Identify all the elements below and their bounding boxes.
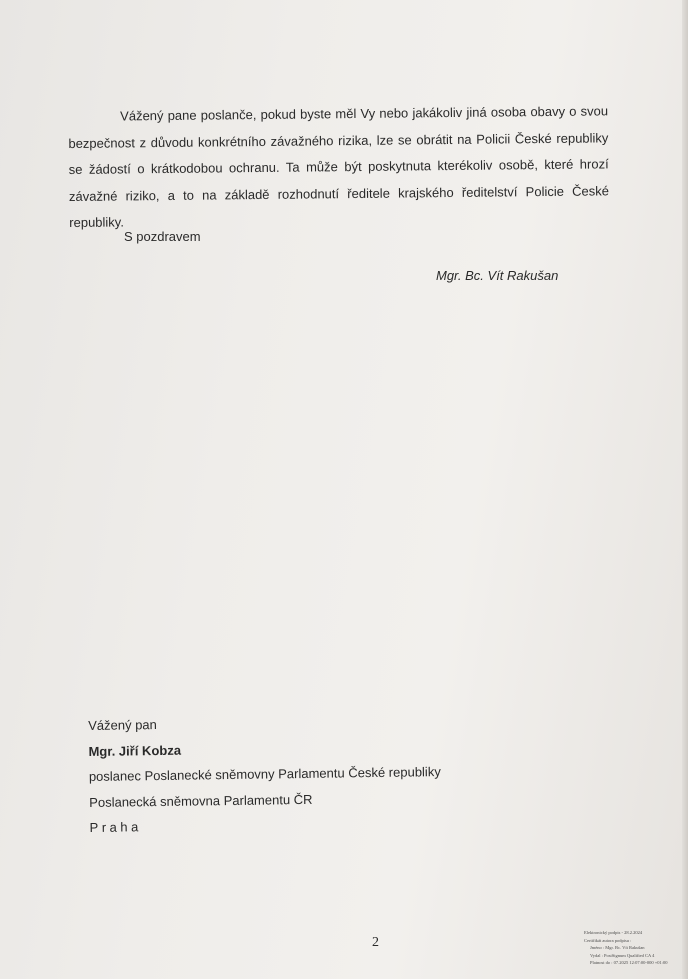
stamp-line-name: Jméno : Mgr. Bc. Vít Rakušan [590, 945, 645, 950]
recipient-address-block [88, 708, 442, 840]
recipient-city: Praha [89, 819, 142, 835]
stamp-line-date: Elektronický podpis - 28.2.2024 [584, 930, 643, 935]
recipient-role: poslanec Poslanecké sněmovny Parlamentu České republiky [88, 764, 441, 784]
recipient-salutation: Vážený pan [88, 717, 157, 733]
electronic-signature-stamp [584, 929, 680, 967]
page-edge [682, 0, 688, 979]
stamp-line-issuer: Vydal : PostSignum Qualified CA 4 [590, 952, 655, 958]
closing-greeting: S pozdravem [124, 229, 201, 244]
recipient-name: Mgr. Jiří Kobza [88, 742, 182, 759]
page-number: 2 [372, 935, 379, 950]
stamp-line-validity: Platnost do : 07.2025 12:07:00-000 +01:00 [590, 960, 668, 965]
letter-body: Vážený pane poslanče, pokud byste měl Vy nebo jakákoliv jiná osoba obavy o svou bezpečnost z důvodu konkrétního závažného rizika, lze se obrátit na Policii České republiky se žádostí o krátkodobou ochranu. Ta může být poskytnuta kterékoliv osobě, které hrozí závažné riziko, a to na základě rozhodnutí ředitele krajského ředitelství Policie České republiky. [68, 103, 610, 230]
stamp-line-certificate: Certifikát autora podpisu : [584, 937, 632, 943]
signature-name: Mgr. Bc. Vít Rakušan [436, 268, 559, 283]
recipient-institution: Poslanecká sněmovna Parlamentu ČR [89, 791, 313, 810]
